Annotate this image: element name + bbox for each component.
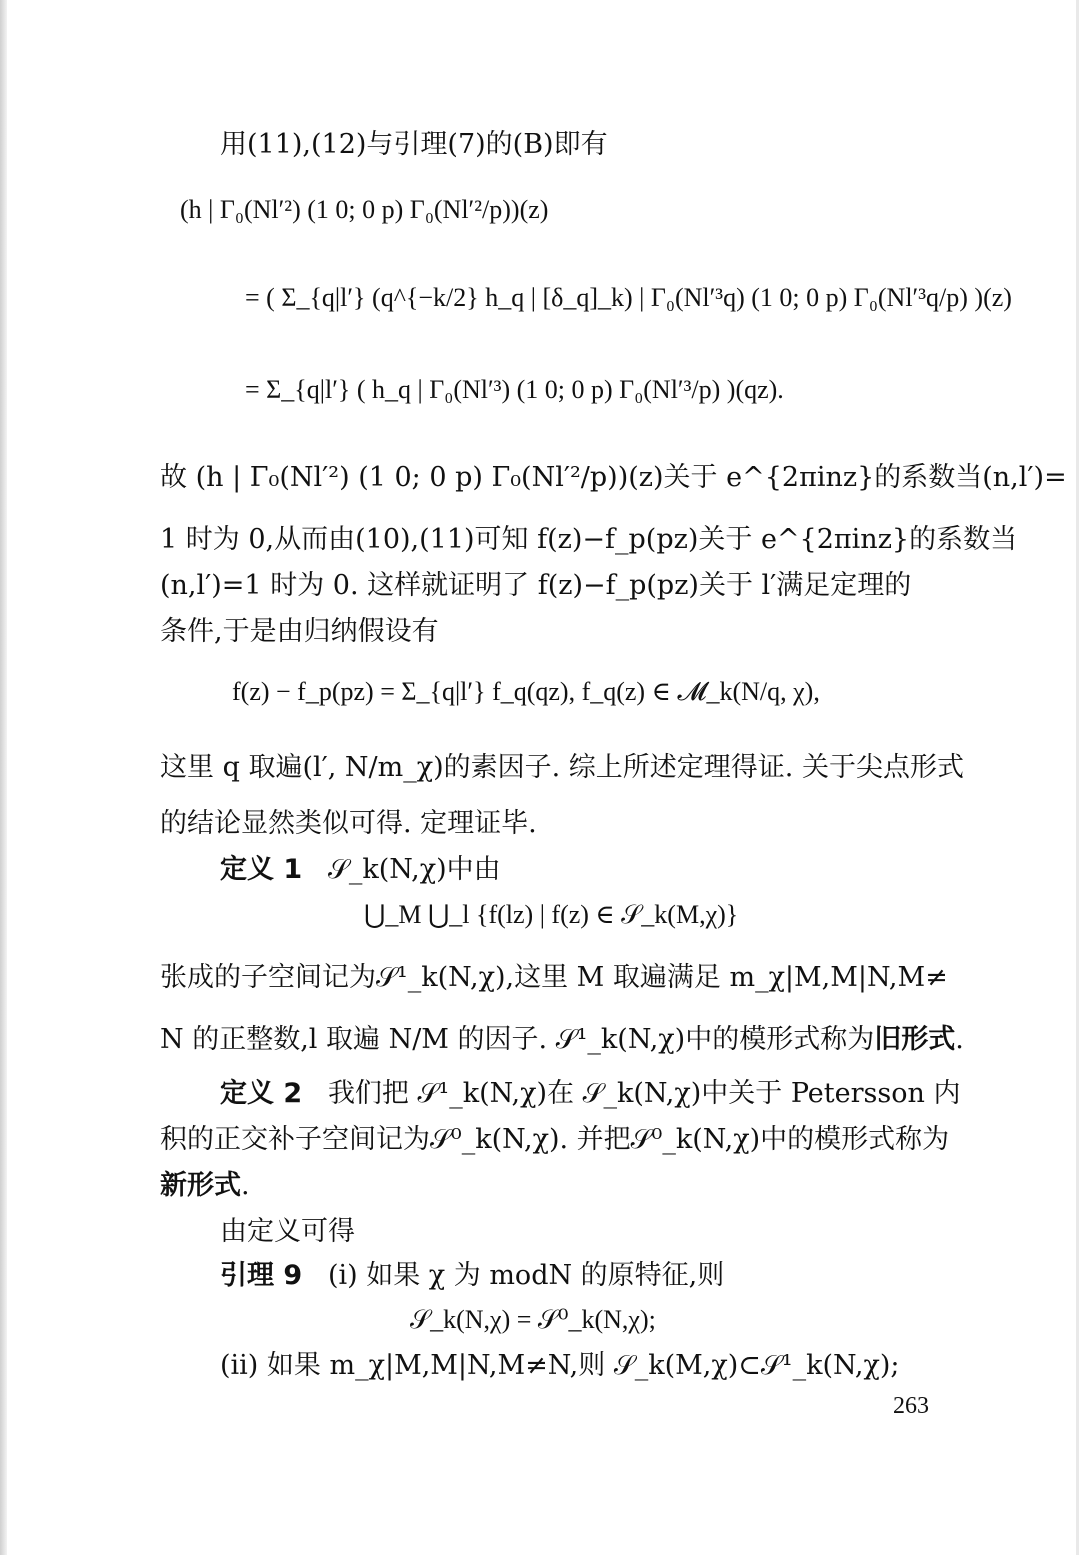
text-line-13: (ii) 如果 m_χ|M,M|N,M≠N,则 𝒮_k(M,χ)⊂𝒮¹_k(N,χ);: [220, 1350, 900, 1381]
text-line-9-main: N 的正整数,l 取遍 N/M 的因子. 𝒮¹_k(N,χ)中的模形式称为: [160, 1024, 875, 1055]
old-form-term: 旧形式: [874, 1024, 956, 1055]
text-line-4: (n,l′)=1 时为 0. 这样就证明了 f(z)−f_p(pz)关于 l′满足定理的: [160, 570, 912, 601]
text-line-2: 故 (h | Γ₀(Nl′²) (1 0; 0 p) Γ₀(Nl′²/p))(z)关于 e^{2πinz}的系数当(n,l′)=: [160, 462, 1067, 493]
definition-2-text: 我们把 𝒮¹_k(N,χ)在 𝒮_k(N,χ)中关于 Petersson 内: [327, 1078, 961, 1109]
text-line-12: 由定义可得: [220, 1216, 355, 1247]
text-line-5: 条件,于是由归纳假设有: [160, 616, 439, 647]
definition-1-text: 𝒮_k(N,χ)中由: [327, 854, 501, 885]
text-line-1: 用(11),(12)与引理(7)的(B)即有: [220, 129, 608, 160]
text-line-6: 这里 q 取遍(l′, N/m_χ)的素因子. 综上所述定理得证. 关于尖点形式: [160, 752, 964, 783]
page-number: 263: [893, 1393, 929, 1419]
definition-1-line: [220, 850, 501, 890]
text-line-9: [160, 1020, 964, 1060]
equation-line-2: = ( Σ_{q|l′} (q^{−k/2} h_q | [δ_q]_k) | Γ₀(Nl′³q) (1 0; 0 p) Γ₀(Nl′³q/p) )(z): [245, 283, 1012, 312]
lemma-9-heading: 引理 9: [220, 1260, 303, 1291]
equation-line-5: ⋃_M ⋃_l {f(lz) | f(z) ∈ 𝒮_k(M,χ)}: [364, 900, 739, 929]
equation-line-3: = Σ_{q|l′} ( h_q | Γ₀(Nl′³) (1 0; 0 p) Γ₀(Nl′³/p) )(qz).: [245, 375, 784, 404]
equation-line-1: (h | Γ₀(Nl′²) (1 0; 0 p) Γ₀(Nl′²/p))(z): [180, 195, 549, 224]
equation-line-4: f(z) − f_p(pz) = Σ_{q|l′} f_q(qz), f_q(z) ∈ 𝓜_k(N/q, χ),: [232, 677, 820, 706]
text-line-10: 积的正交补子空间记为𝒮⁰_k(N,χ). 并把𝒮⁰_k(N,χ)中的模形式称为: [160, 1124, 950, 1155]
text-line-11: [160, 1166, 250, 1206]
definition-2-heading: 定义 2: [220, 1078, 303, 1109]
text-line-9-period: .: [955, 1024, 964, 1055]
text-line-3: 1 时为 0,从而由(10),(11)可知 f(z)−f_p(pz)关于 e^{2πinz}的系数当: [160, 524, 1018, 555]
text-line-8: 张成的子空间记为𝒮¹_k(N,χ),这里 M 取遍满足 m_χ|M,M|N,M≠: [160, 962, 948, 993]
lemma-9-text: (i) 如果 χ 为 modN 的原特征,则: [327, 1260, 725, 1291]
text-line-7: 的结论显然类似可得. 定理证毕.: [160, 808, 537, 839]
equation-line-6: 𝒮_k(N,χ) = 𝒮⁰_k(N,χ);: [410, 1305, 656, 1334]
text-line-11-period: .: [241, 1170, 250, 1201]
lemma-9-line: [220, 1256, 724, 1296]
definition-1-heading: 定义 1: [220, 854, 303, 885]
new-form-term: 新形式: [160, 1170, 241, 1201]
definition-2-line: [220, 1074, 960, 1114]
page-edge-left: [0, 0, 7, 1555]
